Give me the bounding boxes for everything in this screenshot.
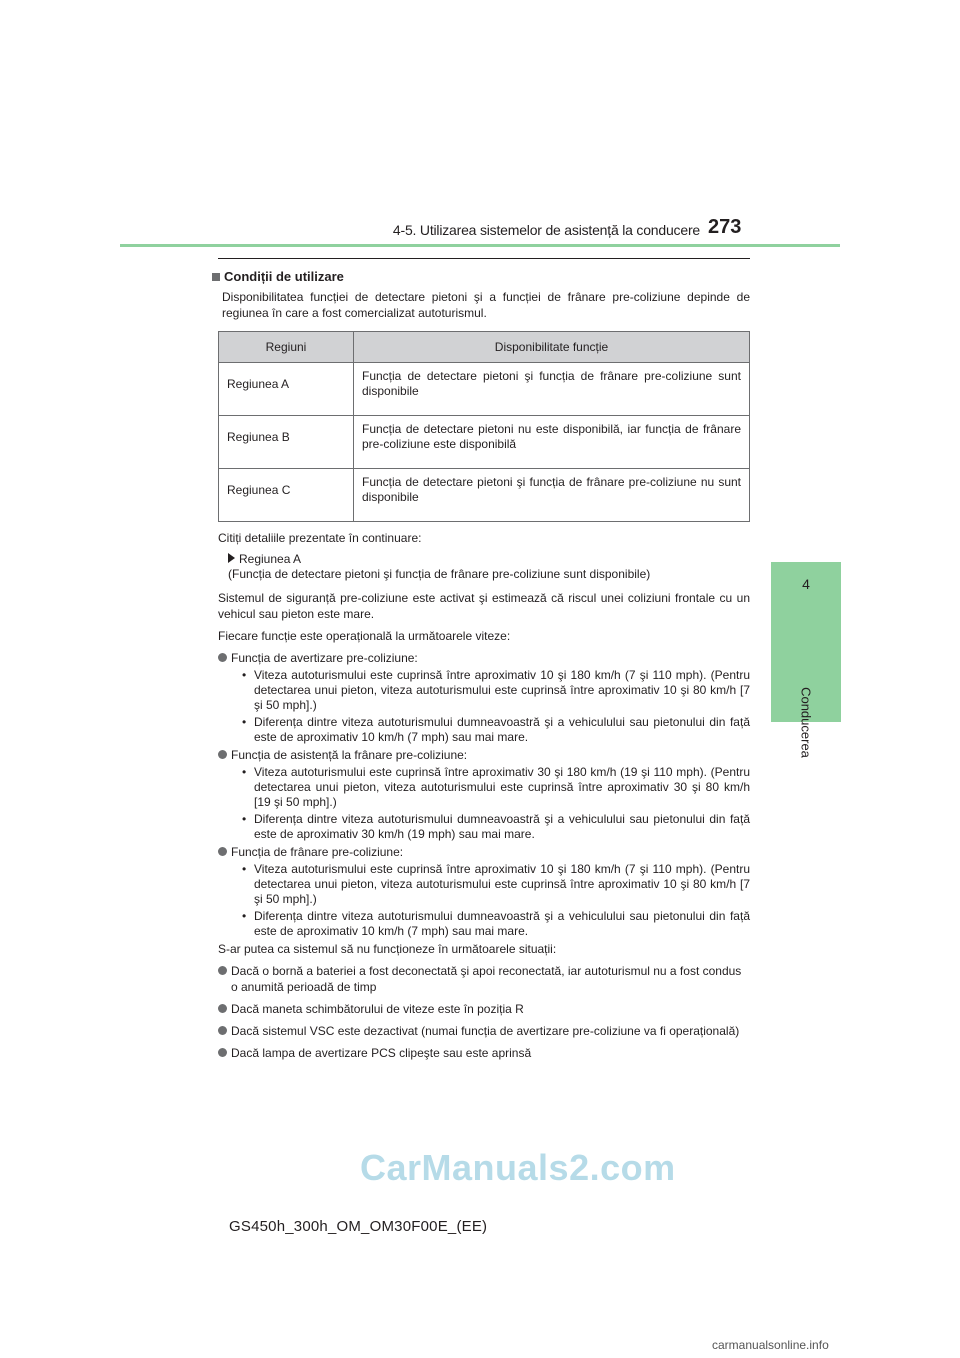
list-item: Dacă maneta schimbătorului de viteze este în poziția R [218,1001,750,1017]
list-item: Funcția de asistență la frânare pre-coliziune: [218,747,750,763]
read-details: Citiți detaliile prezentate în continuare: [218,531,422,545]
page-number: 273 [708,216,742,238]
header-rule [120,244,840,247]
bullet-dot-icon [218,750,227,759]
bullet-dot-icon [218,966,227,975]
site-watermark: carmanualsonline.info [712,1338,829,1352]
section-heading: Condiții de utilizare [212,269,750,284]
intro-paragraph: Disponibilitatea funcției de detectare pietoni şi a funcției de frânare pre-coliziune depinde de regiunea în care a fost comercializat autoturismul. [222,290,750,320]
availability-table [218,331,750,522]
document-id: GS450h_300h_OM_OM30F00E_(EE) [229,1218,488,1235]
region-a-block: Regiunea A (Funcția de detectare pietoni şi funcția de frânare pre-coliziune sunt disponibile) [228,552,651,581]
table-row: Regiunea C Funcția de detectare pietoni şi funcția de frânare pre-coliziune nu sunt disponibile [219,469,750,522]
list-item: Dacă o bornă a bateriei a fost deconectată şi apoi reconectată, iar autoturismul nu a fost condus o anumită perioadă de timp [218,963,750,995]
bullet-dot-icon [218,847,227,856]
list-item: Dacă lampa de avertizare PCS clipeşte sau este aprinsă [218,1045,750,1061]
speed-intro: Fiecare funcție este operațională la următoarele viteze: [218,629,511,643]
bullet-dot-icon [218,1026,227,1035]
content-rule [218,258,750,259]
list-item: • Diferența dintre viteza autoturismului dumneavoastră şi a vehiculului sau pietonului din față este de aproximativ 10 km/h (7 mph) sau mai mare. [242,909,750,938]
chapter-label: Conducerea [798,687,814,758]
bullet-dot-icon [218,653,227,662]
system-description: Sistemul de siguranță pre-coliziune este activat şi estimează că riscul unei coliziuni frontale cu un vehicul sau pieton este mare. [218,591,750,621]
section-title: 4-5. Utilizarea sistemelor de asistență la conducere [392,222,700,238]
list-item: • Diferența dintre viteza autoturismului dumneavoastră şi a vehiculului sau pietonului din față este de aproximativ 30 km/h (19 mph) sau mai mare. [242,812,750,841]
chapter-number: 4 [802,576,810,592]
main-content [218,258,750,1063]
bullet-dot-icon [218,1048,227,1057]
may-not-work: S-ar putea ca sistemul să nu funcționeze în următoarele situații: [218,942,557,956]
arrow-right-icon [228,553,235,563]
square-bullet-icon [212,273,220,281]
watermark: CarManuals2.com [360,1147,676,1188]
list-item: • Diferența dintre viteza autoturismului dumneavoastră şi a vehiculului sau pietonului din față este de aproximativ 10 km/h (7 mph) sau mai mare. [242,715,750,744]
list-item: Dacă sistemul VSC este dezactivat (numai funcția de avertizare pre-coliziune va fi operațională) [218,1023,750,1039]
table-header-regions: Regiuni [219,332,354,363]
list-item: Funcția de frânare pre-coliziune: [218,844,750,860]
table-row: Regiunea B Funcția de detectare pietoni nu este disponibilă, iar funcția de frânare pre-coliziune este disponibilă [219,416,750,469]
list-item: Funcția de avertizare pre-coliziune: [218,650,750,666]
table-header-availability: Disponibilitate funcție [354,332,750,363]
list-item: • Viteza autoturismului este cuprinsă între aproximativ 10 şi 180 km/h (7 şi 110 mph). (Pentru detectarea unui pieton, viteza autoturismului este cuprinsă între aproximativ 10 şi 80 km/h [7 şi 50 mph].) [242,668,750,712]
table-row: Regiunea A Funcția de detectare pietoni şi funcția de frânare pre-coliziune sunt disponibile [219,363,750,416]
list-item: • Viteza autoturismului este cuprinsă între aproximativ 30 şi 180 km/h (19 şi 110 mph). (Pentru detectarea unui pieton, viteza autoturismului este cuprinsă între aproximativ 30 şi 80 km/h [19 şi 50 mph].) [242,765,750,809]
bullet-dot-icon [218,1004,227,1013]
list-item: • Viteza autoturismului este cuprinsă între aproximativ 10 şi 180 km/h (7 şi 110 mph). (Pentru detectarea unui pieton, viteza autoturismului este cuprinsă între aproximativ 10 şi 80 km/h [7 şi 50 mph].) [242,862,750,906]
